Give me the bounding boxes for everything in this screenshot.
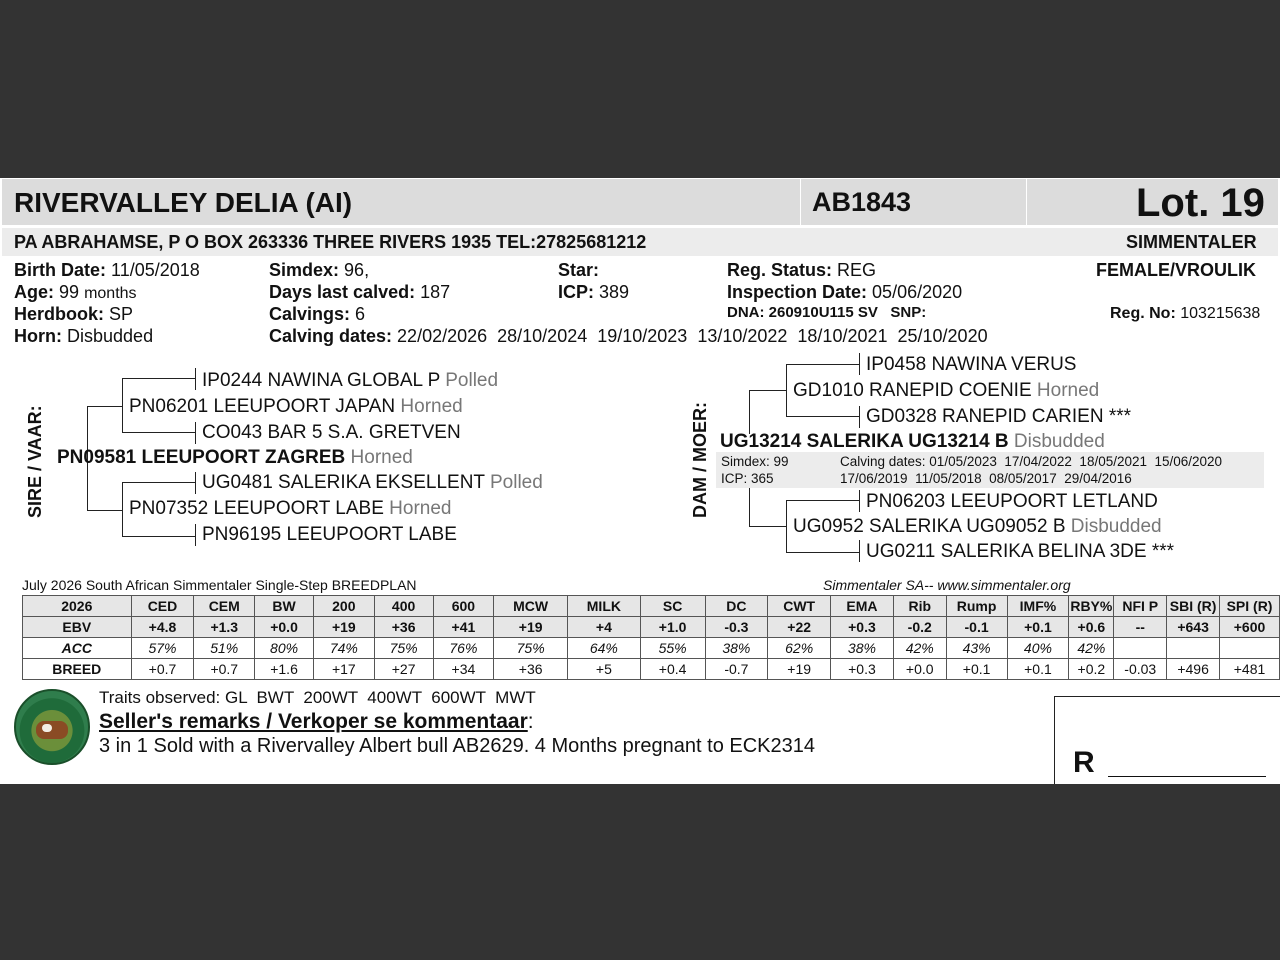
breedplan-cell [1220, 638, 1280, 659]
pedigree-line [749, 390, 750, 434]
pedigree-line [786, 416, 860, 417]
breed-name: SIMMENTALER [1126, 232, 1257, 252]
breedplan-cell: +17 [313, 659, 374, 680]
days-last-calved: Days last calved: 187 [269, 282, 451, 302]
pedigree-line [87, 510, 122, 511]
breedplan-cell: +481 [1220, 659, 1280, 680]
breedplan-cell: 64% [568, 638, 641, 659]
icp: ICP: 389 [558, 282, 630, 302]
sire-dam-sire: UG0481 SALERIKA EKSELLENT Polled [202, 472, 543, 493]
breedplan-cell: 38% [705, 638, 768, 659]
dam-dam-sire: PN06203 LEEUPOORT LETLAND [866, 491, 1158, 512]
breedplan-row-label: EBV [23, 617, 132, 638]
price-underline[interactable] [1108, 776, 1266, 777]
breedplan-cell [1167, 638, 1220, 659]
breedplan-cell: 75% [374, 638, 433, 659]
dam-main: UG13214 SALERIKA UG13214 B Disbudded [720, 431, 1105, 452]
inspection-date: Inspection Date: 05/06/2020 [727, 282, 963, 302]
breedplan-ebv-row [23, 617, 1280, 638]
price-label: R [1073, 746, 1095, 779]
breedplan-cell: -0.2 [893, 617, 946, 638]
breedplan-cell: -0.03 [1114, 659, 1167, 680]
breedplan-header-cell: MCW [494, 596, 568, 617]
pedigree-line [195, 472, 196, 494]
pedigree-line [786, 500, 787, 552]
breedplan-cell: +27 [374, 659, 433, 680]
dam-side-label: DAM / MOER: [690, 402, 710, 518]
breedplan-cell: +41 [433, 617, 494, 638]
breedplan-cell: +36 [374, 617, 433, 638]
lot-number: Lot. 19 [1136, 181, 1265, 225]
simmentaler-logo [14, 689, 90, 765]
dam-icp: ICP: 365 [721, 471, 774, 486]
breedplan-header-cell: 600 [433, 596, 494, 617]
breedplan-header-cell: Rump [946, 596, 1007, 617]
cattle-face-icon [42, 724, 52, 732]
animal-id: AB1843 [812, 187, 912, 217]
breedplan-cell: +19 [768, 659, 831, 680]
breedplan-header-cell: CEM [194, 596, 255, 617]
breedplan-brd-row [23, 659, 1280, 680]
sire-dam: PN07352 LEEUPOORT LABE Horned [129, 498, 452, 519]
pedigree-line [786, 552, 860, 553]
breedplan-cell: +0.4 [640, 659, 705, 680]
breedplan-header-cell: 400 [374, 596, 433, 617]
calvings: Calvings: 6 [269, 304, 366, 324]
pedigree-line [786, 364, 787, 416]
horn-status: Horn: Disbudded [14, 326, 154, 346]
breedplan-header-cell: EMA [831, 596, 894, 617]
breedplan-header-cell: DC [705, 596, 768, 617]
breedplan-cell: +4.8 [131, 617, 194, 638]
breedplan-cell [1114, 638, 1167, 659]
dna-snp: DNA: 260910U115 SV SNP: [727, 304, 927, 321]
star-label: Star: [558, 260, 600, 280]
breedplan-cell: 74% [313, 638, 374, 659]
breedplan-header-cell: SC [640, 596, 705, 617]
breedplan-cell: 43% [946, 638, 1007, 659]
breedplan-row-label: BREED [23, 659, 132, 680]
herdbook: Herdbook: SP [14, 304, 134, 324]
lot-card [0, 178, 1280, 784]
breedplan-cell: +0.7 [194, 659, 255, 680]
pedigree-line [195, 368, 196, 390]
breedplan-header-cell: MILK [568, 596, 641, 617]
breedplan-cell: +0.0 [893, 659, 946, 680]
breedplan-header-cell: 2026 [23, 596, 132, 617]
breedplan-website: Simmentaler SA-- www.simmentaler.org [823, 577, 1071, 593]
breedplan-header-cell: Rib [893, 596, 946, 617]
dam-dam: UG0952 SALERIKA UG09052 B Disbudded [793, 516, 1162, 537]
breedplan-cell: +19 [313, 617, 374, 638]
breedplan-cell: -0.7 [705, 659, 768, 680]
pedigree-line [195, 524, 196, 546]
sire-dam-dam: PN96195 LEEUPOORT LABE [202, 524, 457, 545]
breedplan-cell: +600 [1220, 617, 1280, 638]
breedplan-cell: +36 [494, 659, 568, 680]
breedplan-cell: +0.2 [1069, 659, 1114, 680]
dam-calving-dates: Calving dates: 01/05/2023 17/04/2022 18/05/2021 15/06/2020 [840, 454, 1223, 469]
breedplan-header-cell: IMF% [1007, 596, 1069, 617]
breedplan-header-cell: SBI (R) [1167, 596, 1220, 617]
breedplan-header-cell: NFI P [1114, 596, 1167, 617]
pedigree-line [122, 378, 196, 379]
pedigree-line [859, 353, 860, 375]
breedplan-cell: 38% [831, 638, 894, 659]
birth-date: Birth Date: 11/05/2018 [14, 260, 200, 280]
calving-dates: Calving dates: 22/02/2026 28/10/2024 19/10/2023 13/10/2022 18/10/2021 25/10/2020 [269, 326, 988, 346]
sire-side-label: SIRE / VAAR: [25, 405, 45, 518]
pedigree-line [122, 432, 196, 433]
sire-sire: IP0244 NAWINA GLOBAL P Polled [202, 370, 499, 391]
dam-dam-dam: UG0211 SALERIKA BELINA 3DE *** [866, 541, 1175, 562]
header-divider [1026, 179, 1027, 225]
breedplan-acc-row [23, 638, 1280, 659]
pedigree-line [859, 540, 860, 562]
sex: FEMALE/VROULIK [1096, 260, 1256, 280]
animal-name: RIVERVALLEY DELIA (AI) [14, 187, 353, 218]
age: Age: 99 months [14, 282, 137, 302]
reg-number: Reg. No: 103215638 [1110, 305, 1261, 322]
breedplan-cell: 62% [768, 638, 831, 659]
breedplan-cell: +0.7 [131, 659, 194, 680]
breedplan-cell: +1.0 [640, 617, 705, 638]
breedplan-header-cell: RBY% [1069, 596, 1114, 617]
breedplan-cell: +0.3 [831, 617, 894, 638]
pedigree-line [859, 490, 860, 512]
header-divider [800, 179, 801, 225]
breedplan-cell: 42% [1069, 638, 1114, 659]
dam-sire-sire: IP0458 NAWINA VERUS [866, 354, 1077, 375]
pedigree-line [122, 482, 196, 483]
sellers-remarks-heading: Seller's remarks / Verkoper se kommentaar: [99, 710, 534, 733]
breedplan-header-row [23, 596, 1280, 617]
pedigree-line [749, 526, 786, 527]
breedplan-cell: +0.1 [1007, 659, 1069, 680]
breedplan-cell: 75% [494, 638, 568, 659]
simdex: Simdex: 96, [269, 260, 370, 280]
breedplan-table [22, 595, 1280, 680]
dam-calving-dates-cont: 17/06/2019 11/05/2018 08/05/2017 29/04/2016 [840, 471, 1132, 486]
breedplan-cell: 55% [640, 638, 705, 659]
breedplan-row-label: ACC [23, 638, 132, 659]
breedplan-cell: +0.1 [946, 659, 1007, 680]
breedplan-cell: +0.1 [1007, 617, 1069, 638]
dam-simdex: Simdex: 99 [721, 454, 789, 469]
pedigree-line [195, 422, 196, 444]
pedigree-line [749, 486, 750, 526]
breedplan-header-cell: CWT [768, 596, 831, 617]
breedplan-cell: 40% [1007, 638, 1069, 659]
traits-observed: Traits observed: GL BWT 200WT 400WT 600WT MWT [99, 688, 536, 707]
sire-sire-parent: PN06201 LEEUPOORT JAPAN Horned [129, 396, 463, 417]
sellers-remarks-text: 3 in 1 Sold with a Rivervalley Albert bull AB2629. 4 Months pregnant to ECK2314 [99, 735, 815, 757]
breedplan-cell: +0.3 [831, 659, 894, 680]
breedplan-cell: -- [1114, 617, 1167, 638]
breedplan-cell: +0.6 [1069, 617, 1114, 638]
dam-sire: GD1010 RANEPID COENIE Horned [793, 380, 1100, 401]
breedplan-cell: 42% [893, 638, 946, 659]
breedplan-cell: +19 [494, 617, 568, 638]
breedplan-header-cell: 200 [313, 596, 374, 617]
pedigree-line [122, 482, 123, 536]
breedplan-cell: 80% [255, 638, 314, 659]
pedigree-line [87, 406, 122, 407]
pedigree-line [122, 378, 123, 432]
breedplan-caption: July 2026 South African Simmentaler Single-Step BREEDPLAN [22, 577, 417, 593]
dam-sire-dam: GD0328 RANEPID CARIEN *** [866, 406, 1132, 427]
breedplan-header-cell: SPI (R) [1220, 596, 1280, 617]
cattle-icon [36, 721, 68, 739]
breedplan-cell: +1.6 [255, 659, 314, 680]
breedplan-cell: +643 [1167, 617, 1220, 638]
breedplan-cell: +22 [768, 617, 831, 638]
breedplan-cell: +4 [568, 617, 641, 638]
breedplan-cell: 76% [433, 638, 494, 659]
pedigree-line [786, 500, 860, 501]
breedplan-cell: +0.0 [255, 617, 314, 638]
breedplan-cell: +34 [433, 659, 494, 680]
pedigree-line [749, 390, 786, 391]
pedigree-line [786, 364, 860, 365]
pedigree-line [859, 406, 860, 428]
breedplan-cell: +496 [1167, 659, 1220, 680]
breedplan-cell: +1.3 [194, 617, 255, 638]
sire-main: PN09581 LEEUPOORT ZAGREB Horned [57, 447, 413, 468]
breedplan-header-cell: CED [131, 596, 194, 617]
breedplan-cell: 51% [194, 638, 255, 659]
breedplan-cell: 57% [131, 638, 194, 659]
breedplan-cell: -0.3 [705, 617, 768, 638]
owner-address: PA ABRAHAMSE, P O BOX 263336 THREE RIVERS 1935 TEL:27825681212 [14, 232, 647, 252]
reg-status: Reg. Status: REG [727, 260, 877, 280]
breedplan-cell: +5 [568, 659, 641, 680]
sire-sire-dam: CO043 BAR 5 S.A. GRETVEN [202, 422, 461, 443]
pedigree-line [122, 536, 196, 537]
breedplan-header-cell: BW [255, 596, 314, 617]
breedplan-cell: -0.1 [946, 617, 1007, 638]
